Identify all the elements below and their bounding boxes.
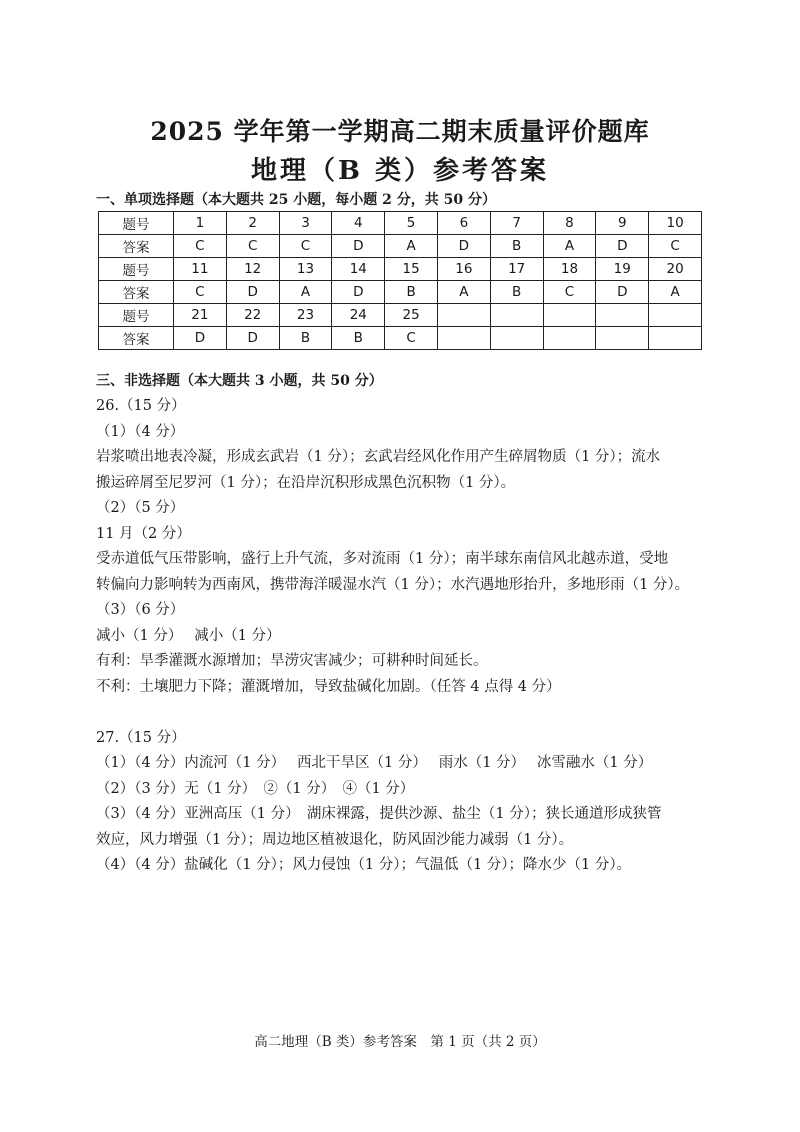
- answer-line: 效应，风力增强（1 分）；周边地区植被退化，防风固沙能力减弱（1 分）。: [96, 831, 574, 848]
- row-label: 答案: [99, 281, 174, 304]
- answer-line: （3）（6 分）: [96, 602, 185, 618]
- table-cell: A: [385, 235, 438, 258]
- table-cell: 14: [332, 258, 385, 281]
- table-cell: 10: [649, 212, 702, 235]
- table-cell: A: [543, 235, 596, 258]
- document-title: 2025 学年第一学期高二期末质量评价题库: [150, 117, 650, 146]
- answer-line: （2）（5 分）: [96, 500, 185, 516]
- row-label: 题号: [99, 258, 174, 281]
- table-cell: B: [490, 281, 543, 304]
- answer-line: （2）（3 分）无（1 分） ②（1 分） ④（1 分）: [96, 780, 415, 797]
- answer-line: 11 月（2 分）: [96, 525, 191, 542]
- table-cell: 21: [174, 304, 227, 327]
- table-cell: 8: [543, 212, 596, 235]
- answer-line: 26.（15 分）: [96, 398, 186, 414]
- row-label: 题号: [99, 304, 174, 327]
- table-cell: 4: [332, 212, 385, 235]
- answer-line: 27.（15 分）: [96, 729, 186, 746]
- answer-line: 有利：旱季灌溉水源增加；旱涝灾害减少；可耕种时间延长。: [96, 653, 488, 669]
- answer-line: 受赤道低气压带影响，盛行上升气流，多对流雨（1 分）；南半球东南信风北越赤道，受地: [96, 551, 669, 567]
- table-cell: 7: [490, 212, 543, 235]
- page-footer: 高二地理（B 类）参考答案 第 1 页（共 2 页）: [254, 1034, 546, 1050]
- table-cell: 6: [437, 212, 490, 235]
- table-row: [99, 327, 702, 350]
- table-cell: C: [174, 281, 227, 304]
- table-cell: D: [596, 235, 649, 258]
- table-cell: 17: [490, 258, 543, 281]
- table-row: [99, 235, 702, 258]
- table-cell: 19: [596, 258, 649, 281]
- table-cell: C: [174, 235, 227, 258]
- table-cell: [490, 304, 543, 327]
- table-cell: 9: [596, 212, 649, 235]
- table-cell: 20: [649, 258, 702, 281]
- table-cell: 1: [174, 212, 227, 235]
- table-cell: 11: [174, 258, 227, 281]
- table-cell: D: [596, 281, 649, 304]
- answer-line: （1）（4 分）: [96, 423, 185, 440]
- row-label: 答案: [99, 327, 174, 350]
- table-cell: 2: [226, 212, 279, 235]
- table-cell: B: [385, 281, 438, 304]
- table-cell: C: [649, 235, 702, 258]
- table-cell: [596, 304, 649, 327]
- table-cell: C: [543, 281, 596, 304]
- answer-line: 转偏向力影响转为西南风，携带海洋暖湿水汽（1 分）；水汽遇地形抬升，多地形雨（1 分）。: [96, 576, 690, 593]
- answer-line: 不利：土壤肥力下降；灌溉增加，导致盐碱化加剧。（任答 4 点得 4 分）: [96, 678, 561, 695]
- table-cell: B: [279, 327, 332, 350]
- table-cell: 3: [279, 212, 332, 235]
- table-cell: [596, 327, 649, 350]
- table-cell: 24: [332, 304, 385, 327]
- table-cell: A: [649, 281, 702, 304]
- table-row: [99, 304, 702, 327]
- table-cell: D: [332, 281, 385, 304]
- table-cell: D: [226, 327, 279, 350]
- table-cell: D: [332, 235, 385, 258]
- table-cell: B: [332, 327, 385, 350]
- answer-line: （4）（4 分）盐碱化（1 分）；风力侵蚀（1 分）；气温低（1 分）；降水少（1 分）。: [96, 857, 632, 873]
- document-subtitle: 地理（B 类）参考答案: [250, 156, 550, 186]
- table-cell: [649, 304, 702, 327]
- table-cell: [649, 327, 702, 350]
- table-row: [99, 281, 702, 304]
- table-cell: D: [437, 235, 490, 258]
- table-cell: 5: [385, 212, 438, 235]
- row-label: 答案: [99, 235, 174, 258]
- section3-answers: [96, 394, 706, 879]
- answer-line: （3）（4 分）亚洲高压（1 分） 湖床裸露，提供沙源、盐尘（1 分）；狭长通道形成狭管: [96, 806, 662, 822]
- table-cell: D: [174, 327, 227, 350]
- table-row: [99, 258, 702, 281]
- answer-line: （1）（4 分）内流河（1 分） 西北干旱区（1 分） 雨水（1 分） 冰雪融水（1 分）: [96, 755, 653, 771]
- table-cell: 25: [385, 304, 438, 327]
- table-cell: [543, 304, 596, 327]
- row-label: 题号: [99, 212, 174, 235]
- table-cell: [437, 327, 490, 350]
- table-cell: [490, 327, 543, 350]
- table-cell: 15: [385, 258, 438, 281]
- table-cell: 23: [279, 304, 332, 327]
- table-cell: D: [226, 281, 279, 304]
- table-cell: 16: [437, 258, 490, 281]
- table-cell: C: [385, 327, 438, 350]
- answer-line: 搬运碎屑至尼罗河（1 分）；在沿岸沉积形成黑色沉积物（1 分）。: [96, 474, 516, 491]
- section3-heading: 三、非选择题（本大题共 3 小题，共 50 分）: [96, 373, 383, 389]
- table-cell: 18: [543, 258, 596, 281]
- answer-line: 岩浆喷出地表冷凝，形成玄武岩（1 分）；玄武岩经风化作用产生碎屑物质（1 分）；流水: [96, 449, 661, 465]
- table-cell: A: [437, 281, 490, 304]
- answer-line: [96, 700, 706, 726]
- table-cell: A: [279, 281, 332, 304]
- table-cell: C: [226, 235, 279, 258]
- table-row: [99, 212, 702, 235]
- section1-heading: 一、单项选择题（本大题共 25 小题，每小题 2 分，共 50 分）: [96, 192, 496, 208]
- table-cell: [437, 304, 490, 327]
- answer-line: 减小（1 分） 减小（1 分）: [96, 627, 281, 644]
- answer-table: [98, 211, 702, 350]
- table-cell: 13: [279, 258, 332, 281]
- table-cell: [543, 327, 596, 350]
- table-cell: 12: [226, 258, 279, 281]
- table-cell: B: [490, 235, 543, 258]
- table-cell: 22: [226, 304, 279, 327]
- table-cell: C: [279, 235, 332, 258]
